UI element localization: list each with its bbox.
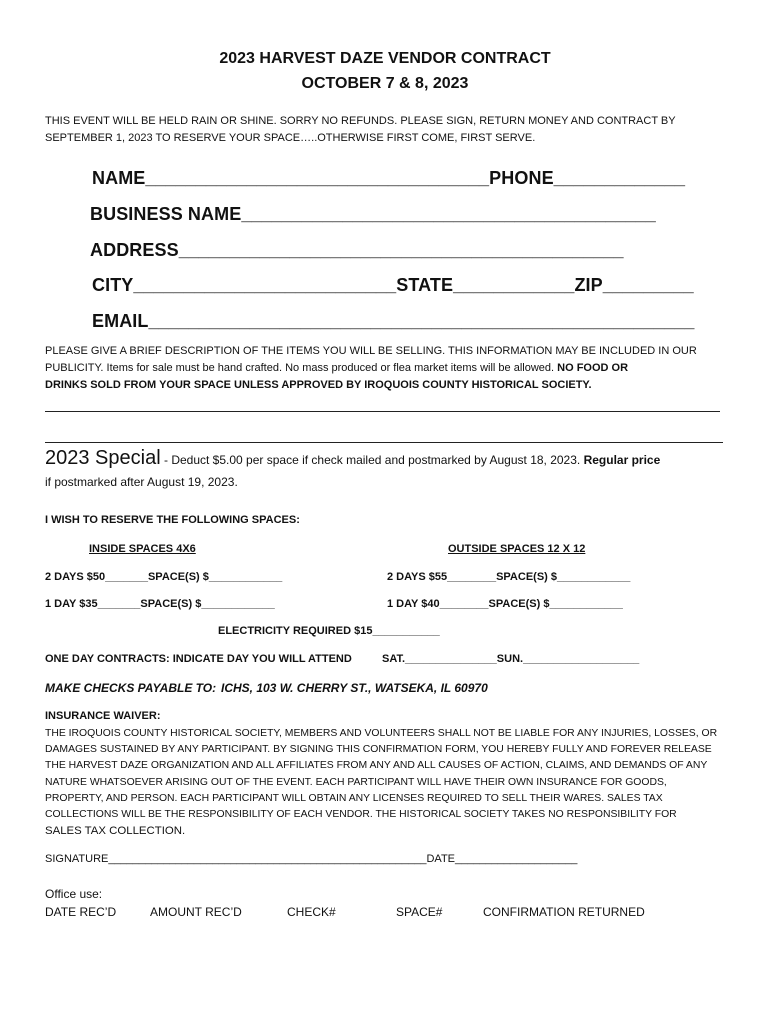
inside-one-day-row[interactable]: 1 DAY $35_______SPACE(S) $____________ — [45, 598, 275, 610]
office-amount-received: AMOUNT REC’D — [150, 905, 242, 919]
business-name-field[interactable]: BUSINESS NAME_________________________________________ — [90, 204, 656, 224]
office-use-label: Office use: — [45, 887, 103, 901]
intro-line-1: THIS EVENT WILL BE HELD RAIN OR SHINE. SORRY NO REFUNDS. PLEASE SIGN, RETURN MONEY AND CONTRACT BY — [45, 115, 676, 127]
reserve-intro: I WISH TO RESERVE THE FOLLOWING SPACES: — [45, 514, 300, 526]
office-date-received: DATE REC’D — [45, 905, 117, 919]
email-field[interactable]: EMAIL______________________________________________________ — [92, 311, 695, 331]
insurance-line: SALES TAX COLLECTION. — [45, 825, 186, 838]
description-line-2 — [45, 362, 628, 374]
inside-two-day-row[interactable]: 2 DAYS $50_______SPACE(S) $____________ — [45, 571, 283, 583]
insurance-line: NATURE WHATSOEVER ARISING OUT OF THE EVENT. EACH PARTICIPANT WILL HAVE THEIR OWN INSURANCE FOR GOODS, — [45, 776, 667, 788]
one-day-contracts-label: ONE DAY CONTRACTS: INDICATE DAY YOU WILL ATTEND — [45, 653, 352, 665]
regular-price-label: Regular price — [583, 453, 661, 467]
outside-one-day-row[interactable]: 1 DAY $40________SPACE(S) $____________ — [387, 598, 623, 610]
description-line-1: PLEASE GIVE A BRIEF DESCRIPTION OF THE ITEMS YOU WILL BE SELLING. THIS INFORMATION MAY BE INCLUDED IN OUR — [45, 345, 697, 357]
event-dates: OCTOBER 7 & 8, 2023 — [301, 75, 469, 92]
address-field[interactable]: ADDRESS____________________________________________ — [90, 240, 624, 260]
insurance-line: PROPERTY, AND PERSON. EACH PARTICIPANT WILL OBTAIN ANY LICENSES REQUIRED TO SELL THEIR WARES. SALES TAX — [45, 792, 663, 804]
description-answer-line-2[interactable] — [45, 442, 723, 443]
description-line-3: DRINKS SOLD FROM YOUR SPACE UNLESS APPROVED BY IROQUOIS COUNTY HISTORICAL SOCIETY. — [45, 379, 592, 391]
insurance-line: COLLECTIONS WILL BE THE RESPONSIBILITY OF EACH VENDOR. THE HISTORICAL SOCIETY TAKES NO RESPONSIBILITY FOR — [45, 809, 677, 821]
city-state-zip-field[interactable]: CITY__________________________STATE____________ZIP_________ — [92, 275, 694, 295]
outside-two-day-row[interactable]: 2 DAYS $55________SPACE(S) $____________ — [387, 571, 631, 583]
payable-address: ICHS, 103 W. CHERRY ST., WATSEKA, IL 60970 — [221, 681, 488, 695]
attend-day-fields[interactable]: SAT._______________SUN.___________________ — [382, 653, 640, 665]
description-rules: PUBLICITY. Items for sale must be hand crafted. No mass produced or flea market items will be allowed. — [45, 362, 558, 374]
inside-spaces-heading: INSIDE SPACES 4X6 — [89, 543, 196, 555]
office-confirmation-returned: CONFIRMATION RETURNED — [483, 905, 645, 919]
special-text: - Deduct $5.00 per space if check mailed and postmarked by August 18, 2023. — [160, 453, 584, 467]
signature-date-field[interactable]: SIGNATURE____________________________________________________DATE____________________ — [45, 853, 578, 865]
name-phone-field[interactable]: NAME__________________________________PHONE_____________ — [92, 168, 686, 188]
payable-label: MAKE CHECKS PAYABLE TO: — [45, 681, 217, 695]
office-check-number: CHECK# — [287, 905, 336, 919]
intro-line-2: SEPTEMBER 1, 2023 TO RESERVE YOUR SPACE…..OTHERWISE FIRST COME, FIRST SERVE. — [45, 132, 536, 144]
insurance-line: THE IROQUOIS COUNTY HISTORICAL SOCIETY, MEMBERS AND VOLUNTEERS SHALL NOT BE LIABLE FOR ANY INJURIES, LOSSES, OR — [45, 728, 718, 739]
page-title: 2023 HARVEST DAZE VENDOR CONTRACT — [219, 50, 551, 67]
insurance-heading: INSURANCE WAIVER: — [45, 710, 161, 722]
office-space-number: SPACE# — [396, 905, 443, 919]
special-line — [45, 447, 660, 470]
insurance-line: THE HARVEST DAZE ORGANIZATION AND ALL AFFILIATES FROM ANY AND ALL CAUSES OF ACTION, CLAIMS, AND DEMANDS OF ANY — [45, 760, 708, 772]
no-food-warning: NO FOOD OR — [557, 362, 629, 374]
outside-spaces-heading: OUTSIDE SPACES 12 X 12 — [448, 543, 586, 555]
special-heading: 2023 Special — [45, 447, 161, 469]
electricity-row[interactable]: ELECTRICITY REQUIRED $15___________ — [218, 625, 440, 637]
special-line-2: if postmarked after August 19, 2023. — [45, 475, 238, 489]
description-answer-line-1[interactable] — [45, 411, 720, 412]
insurance-line: DAMAGES SUSTAINED BY ANY PARTICIPANT. BY SIGNING THIS CONFIRMATION FORM, YOU HEREBY FULLY AND FOREVER RELEASE — [45, 744, 712, 756]
insurance-text — [45, 726, 717, 839]
